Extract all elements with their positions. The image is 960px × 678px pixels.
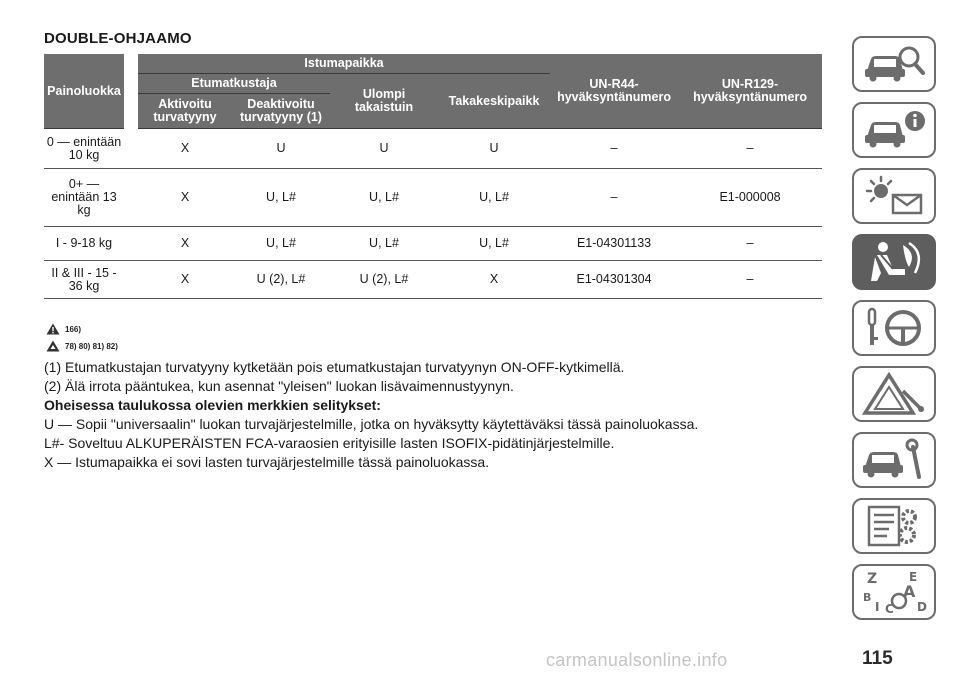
header-seat-position: Istumapaikka <box>138 54 550 74</box>
car-search-icon <box>859 41 929 87</box>
cell-rear-center: U, L# <box>438 227 550 261</box>
cell-un-r44: – <box>550 129 678 169</box>
watermark: carmanualsonline.info <box>546 650 728 670</box>
cell-outer-rear: U <box>330 129 438 169</box>
cell-airbag-off: U, L# <box>232 227 330 261</box>
nav-tab-maintenance[interactable] <box>852 432 936 488</box>
note-1: (1) Etumatkustajan turvatyyny kytketään pois etumatkustajan turvatyynyn ON-OFF-kytkimellä. <box>44 359 625 375</box>
cell-weight-group: 0 — enintään 10 kg <box>44 129 124 169</box>
caution-hand-icon <box>46 340 60 352</box>
header-un-r129: UN-R129- hyväksyntänumero <box>678 54 822 129</box>
cell-gap <box>124 129 138 169</box>
warning-lights-message-icon <box>859 173 929 219</box>
cell-rear-center: X <box>438 261 550 299</box>
legend-heading: Oheisessa taulukossa olevien merkkien selitykset: <box>44 397 381 413</box>
caution-label: 78) 80) 81) 82) <box>65 341 118 351</box>
nav-tab-technical-data[interactable] <box>852 498 936 554</box>
warning-label: 166) <box>65 324 82 334</box>
cell-rear-center: U, L# <box>438 169 550 227</box>
nav-tab-safety[interactable] <box>852 234 936 290</box>
cell-weight-group: 0+ — enintään 13 kg <box>44 169 124 227</box>
cell-outer-rear: U (2), L# <box>330 261 438 299</box>
legend-l: L#- Soveltuu ALKUPERÄISTEN FCA-varaosien erityisille lasten ISOFIX-pidätinjärjestelmille. <box>44 435 615 451</box>
warning-reference <box>46 323 81 335</box>
cell-un-r129: – <box>678 129 822 169</box>
specs-gear-icon <box>859 503 929 549</box>
svg-text:Z: Z <box>867 571 878 587</box>
cell-airbag-on: X <box>138 261 232 299</box>
warning-triangle-icon <box>46 323 60 335</box>
page-title: DOUBLE-OHJAAMO <box>44 30 192 47</box>
cell-gap <box>124 227 138 261</box>
cell-outer-rear: U, L# <box>330 227 438 261</box>
svg-text:I: I <box>875 600 880 614</box>
header-outer-rear: Ulompi takaistuin <box>330 74 438 129</box>
cell-outer-rear: U, L# <box>330 169 438 227</box>
header-rear-center: Takakeskipaikk <box>438 74 550 129</box>
legend-x: X — Istumapaikka ei sovi lasten turvajärjestelmille tässä painoluokassa. <box>44 454 490 470</box>
cell-airbag-off: U <box>232 129 330 169</box>
cell-airbag-on: X <box>138 129 232 169</box>
page-number: 115 <box>862 648 893 669</box>
cell-un-r129: – <box>678 227 822 261</box>
cell-un-r129: E1-000008 <box>678 169 822 227</box>
table-row <box>44 129 822 169</box>
warning-triangle-tools-icon <box>859 371 929 417</box>
nav-tab-emergency[interactable] <box>852 366 936 422</box>
legend-u: U — Sopii "universaalin" luokan turvajärjestelmille, jotka on hyväksytty käytettäväksi tässä painoluokassa. <box>44 416 699 432</box>
cell-airbag-off: U (2), L# <box>232 261 330 299</box>
caution-reference <box>46 340 118 352</box>
car-info-icon <box>859 107 929 153</box>
svg-text:A: A <box>903 582 916 601</box>
nav-tab-warning-lights[interactable] <box>852 168 936 224</box>
alphabet-index-icon <box>859 569 929 615</box>
cell-weight-group: I - 9-18 kg <box>44 227 124 261</box>
chapter-nav <box>852 36 936 630</box>
table-row <box>44 169 822 227</box>
table-row <box>44 261 822 299</box>
child-seat-table <box>44 54 822 299</box>
cell-airbag-on: X <box>138 227 232 261</box>
header-airbag-off: Deaktivoitu turvatyyny (1) <box>232 94 330 129</box>
table-row <box>44 227 822 261</box>
header-front-passenger: Etumatkustaja <box>138 74 330 94</box>
svg-text:B: B <box>863 591 872 604</box>
cell-un-r44: – <box>550 169 678 227</box>
cell-gap <box>124 169 138 227</box>
nav-tab-start-driving[interactable] <box>852 300 936 356</box>
cell-weight-group: II & III - 15 - 36 kg <box>44 261 124 299</box>
header-un-r44: UN-R44- hyväksyntänumero <box>550 54 678 129</box>
header-weight-group: Painoluokka <box>44 54 124 129</box>
nav-tab-index[interactable] <box>852 564 936 620</box>
nav-tab-car-info[interactable] <box>852 102 936 158</box>
nav-tab-car-search[interactable] <box>852 36 936 92</box>
notes-section <box>44 358 834 472</box>
note-2: (2) Älä irrota pääntukea, kun asennat "yleisen" luokan lisävaimennustyynyn. <box>44 378 514 394</box>
cell-un-r44: E1-04301304 <box>550 261 678 299</box>
cell-airbag-on: X <box>138 169 232 227</box>
key-steering-wheel-icon <box>859 305 929 351</box>
cell-rear-center: U <box>438 129 550 169</box>
svg-text:D: D <box>917 600 927 614</box>
header-airbag-on: Aktivoitu turvatyyny <box>138 94 232 129</box>
cell-un-r129: – <box>678 261 822 299</box>
svg-text:E: E <box>909 570 918 584</box>
cell-gap <box>124 261 138 299</box>
cell-airbag-off: U, L# <box>232 169 330 227</box>
car-wrench-icon <box>859 437 929 483</box>
cell-un-r44: E1-04301133 <box>550 227 678 261</box>
header-gap <box>124 54 138 129</box>
seat-airbag-icon <box>859 239 929 285</box>
svg-text:C: C <box>885 602 894 615</box>
